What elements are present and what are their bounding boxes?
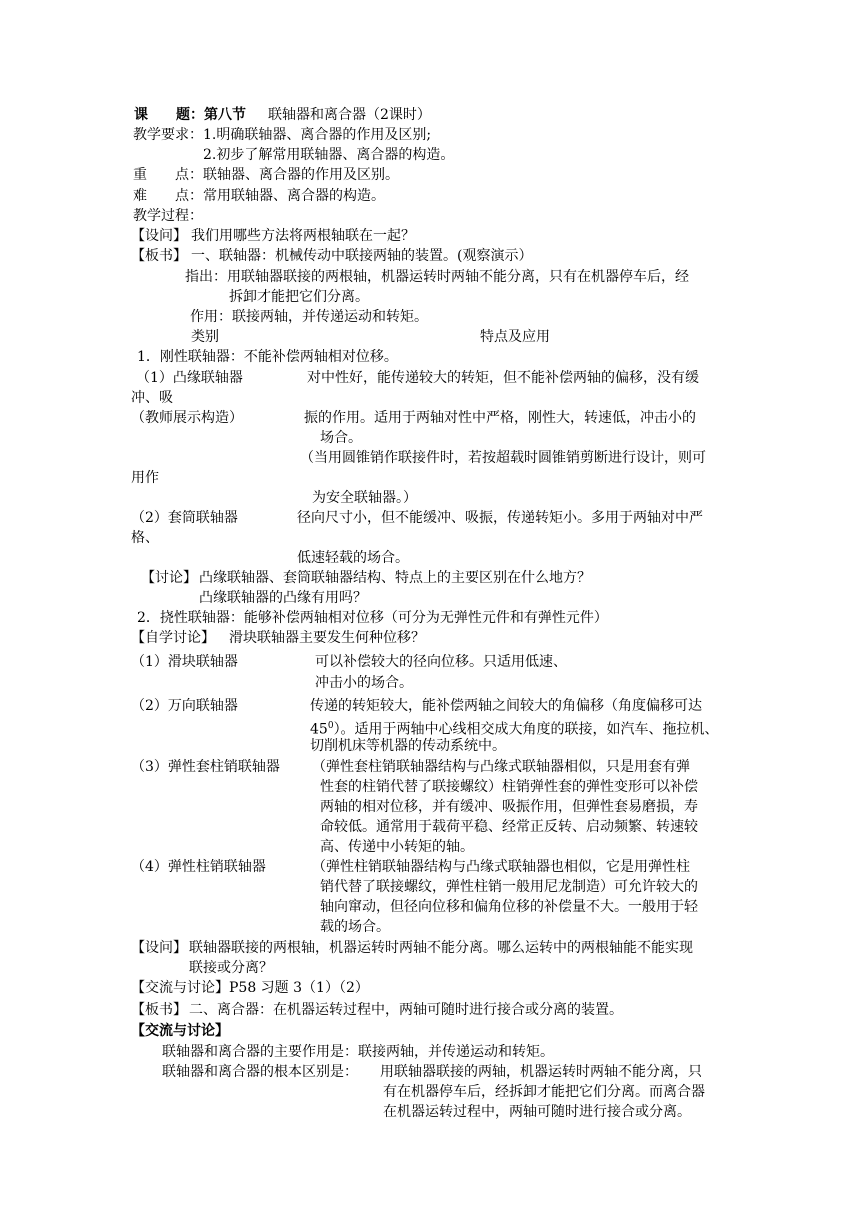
title-label: 课 题： [134,107,204,123]
question-text: 我们用哪些方法将两根轴联在一起？ [191,228,415,244]
difficulty-text: 常用联轴器、离合器的构造。 [203,188,385,204]
elastic-sleeve-line2: 性套的柱销代替了联接螺纹）柱销弹性套的弹性变形可以补偿 [320,779,698,795]
summary-line1: 联轴器和离合器的主要作用是：联接两轴，并传递运动和转矩。 [162,1044,554,1060]
elastic-sleeve-line5: 高、传递中小转矩的轴。 [320,839,474,855]
title-topic: 联轴器和离合器（2课时） [268,107,431,123]
process-heading: 教学过程： [133,208,203,224]
universal-coupling-name: （2）万向联轴器 [131,698,238,714]
exchange-text: P58 习题 3（1）（2） [229,980,369,996]
exchange-tag: 【交流与讨论】 [131,980,229,996]
flexible-coupling-heading: 2．挠性联轴器：能够补偿两轴相对位移（可分为无弹性元件和有弹性元件） [137,610,608,626]
slider-coupling-name: （1）滑块联轴器 [131,654,238,670]
requirement-1: 1.明确联轴器、离合器的作用及区别; [203,127,432,143]
question2-line2: 联接或分离？ [189,960,273,976]
elastic-pin-coupling-name: （4）弹性柱销联轴器 [131,859,266,875]
sleeve-coupling-wrap: 格、 [131,530,159,546]
flange-coupling-text3: 场合。 [320,430,362,446]
sleeve-coupling-text2: 低速轻载的场合。 [297,550,409,566]
elastic-pin-line1: （弹性柱销联轴器结构与凸缘式联轴器也相似，它是用弹性柱 [312,859,690,875]
question2-tag: 【设问】 [131,940,187,956]
flange-coupling-name: （1）凸缘联轴器 [136,370,243,386]
flange-coupling-wrap1: 冲、吸 [131,390,173,406]
elastic-sleeve-coupling-name: （3）弹性套柱销联轴器 [131,759,280,775]
degree-mark: 0 [327,721,334,731]
summary-line3: 有在机器停车后，经拆卸才能把它们分离。而离合器 [383,1084,705,1100]
board-tag: 【板书】 [131,248,187,264]
board2-text: 二、离合器：在机器运转过程中，两轴可随时进行接合或分离的装置。 [189,1002,623,1018]
flange-coupling-wrap2: 用作 [131,470,159,486]
difficulty-label: 难 点： [133,188,203,204]
elastic-pin-line2: 销代替了联接螺纹，弹性柱销一般用尼龙制造）可允许较大的 [320,879,698,895]
universal-coupling-text1: 传递的转矩较大，能补偿两轴之间较大的角偏移（角度偏移可达 [310,698,702,714]
column-header-type: 类别 [191,329,219,345]
elastic-sleeve-line4: 命较低。通常用于载荷平稳、经常正反转、启动频繁、转速较 [320,819,698,835]
elastic-pin-line3: 轴向窜动，但径向位移和偏角位移的补偿量不大。一般用于轻 [320,899,698,915]
self-study-tag: 【自学讨论】 [131,630,215,646]
question2-line1: 联轴器联接的两根轴，机器运转时两轴不能分离。哪么运转中的两根轴能不能实现 [189,940,693,956]
flange-coupling-text2: 振的作用。适用于两轴对性中严格，刚性大，转速低，冲击小的 [304,410,696,426]
key-point-text: 联轴器、离合器的作用及区别。 [203,167,399,183]
slider-coupling-text2: 冲击小的场合。 [315,675,413,691]
question-tag: 【设问】 [131,228,187,244]
discussion-tag: 【讨论】 [141,570,197,586]
discussion-question1: 凸缘联轴器、套筒联轴器结构、特点上的主要区别在什么地方？ [199,570,591,586]
title-section: 第八节 [204,107,246,123]
angle-value: 45 [310,721,328,738]
board-text: 一、联轴器：机械传动中联接两轴的装置。(观察演示） [191,248,533,264]
sleeve-coupling-text1: 径向尺寸小，但不能缓冲、吸振，传递转矩小。多用于两轴对中严 [297,510,703,526]
summary-line2-label: 联轴器和离合器的根本区别是： [162,1064,358,1080]
flange-coupling-note: （教师展示构造） [131,410,243,426]
point-out-line1: 指出：用联轴器联接的两根轴，机器运转时两轴不能分离，只有在机器停车后，经 [185,269,689,285]
discussion-question2: 凸缘联轴器的凸缘有用吗？ [199,590,367,606]
elastic-pin-line4: 载的场合。 [320,919,390,935]
summary-line2-text: 用联轴器联接的两轴，机器运转时两轴不能分离，只 [380,1064,702,1080]
requirements-label: 教学要求： [133,127,203,143]
summary-line4: 在机器运转过程中，两轴可随时进行接合或分离。 [383,1104,691,1120]
point-out-line2: 拆卸才能把它们分离。 [229,289,369,305]
elastic-sleeve-line3: 两轴的相对位移，并有缓冲、吸振作用，但弹性套易磨损，寿 [320,799,698,815]
flange-coupling-text1: 对中性好，能传递较大的转矩，但不能补偿两轴的偏移，没有缓 [307,370,699,386]
key-point-label: 重 点： [133,167,203,183]
column-header-features: 特点及应用 [480,329,550,345]
rigid-coupling-heading: 1．刚性联轴器：不能补偿两轴相对位移。 [137,349,398,365]
universal-coupling-text2-rest: ）。适用于两轴中心线相交成大角度的联接，如汽车、拖拉机、 [333,721,719,738]
slider-coupling-text1: 可以补偿较大的径向位移。只适用低速、 [315,654,567,670]
function-text: 作用：联接两轴，并传递运动和转矩。 [190,309,428,325]
sleeve-coupling-name: （2）套筒联轴器 [131,510,238,526]
self-study-text: 滑块联轴器主要发生何种位移？ [229,630,425,646]
board2-tag: 【板书】 [131,1002,187,1018]
requirement-2: 2.初步了解常用联轴器、离合器的构造。 [203,147,455,163]
universal-coupling-text3: 切削机床等机器的传动系统中。 [310,738,506,754]
exchange2-tag: 【交流与讨论】 [131,1023,229,1039]
elastic-sleeve-line1: （弹性套柱销联轴器结构与凸缘式联轴器相似，只是用套有弹 [312,759,690,775]
flange-coupling-text5: 为安全联轴器。） [312,490,417,506]
flange-coupling-text4: （当用圆锥销作联接件时，若按超载时圆锥销剪断进行设计，则可 [300,450,706,466]
